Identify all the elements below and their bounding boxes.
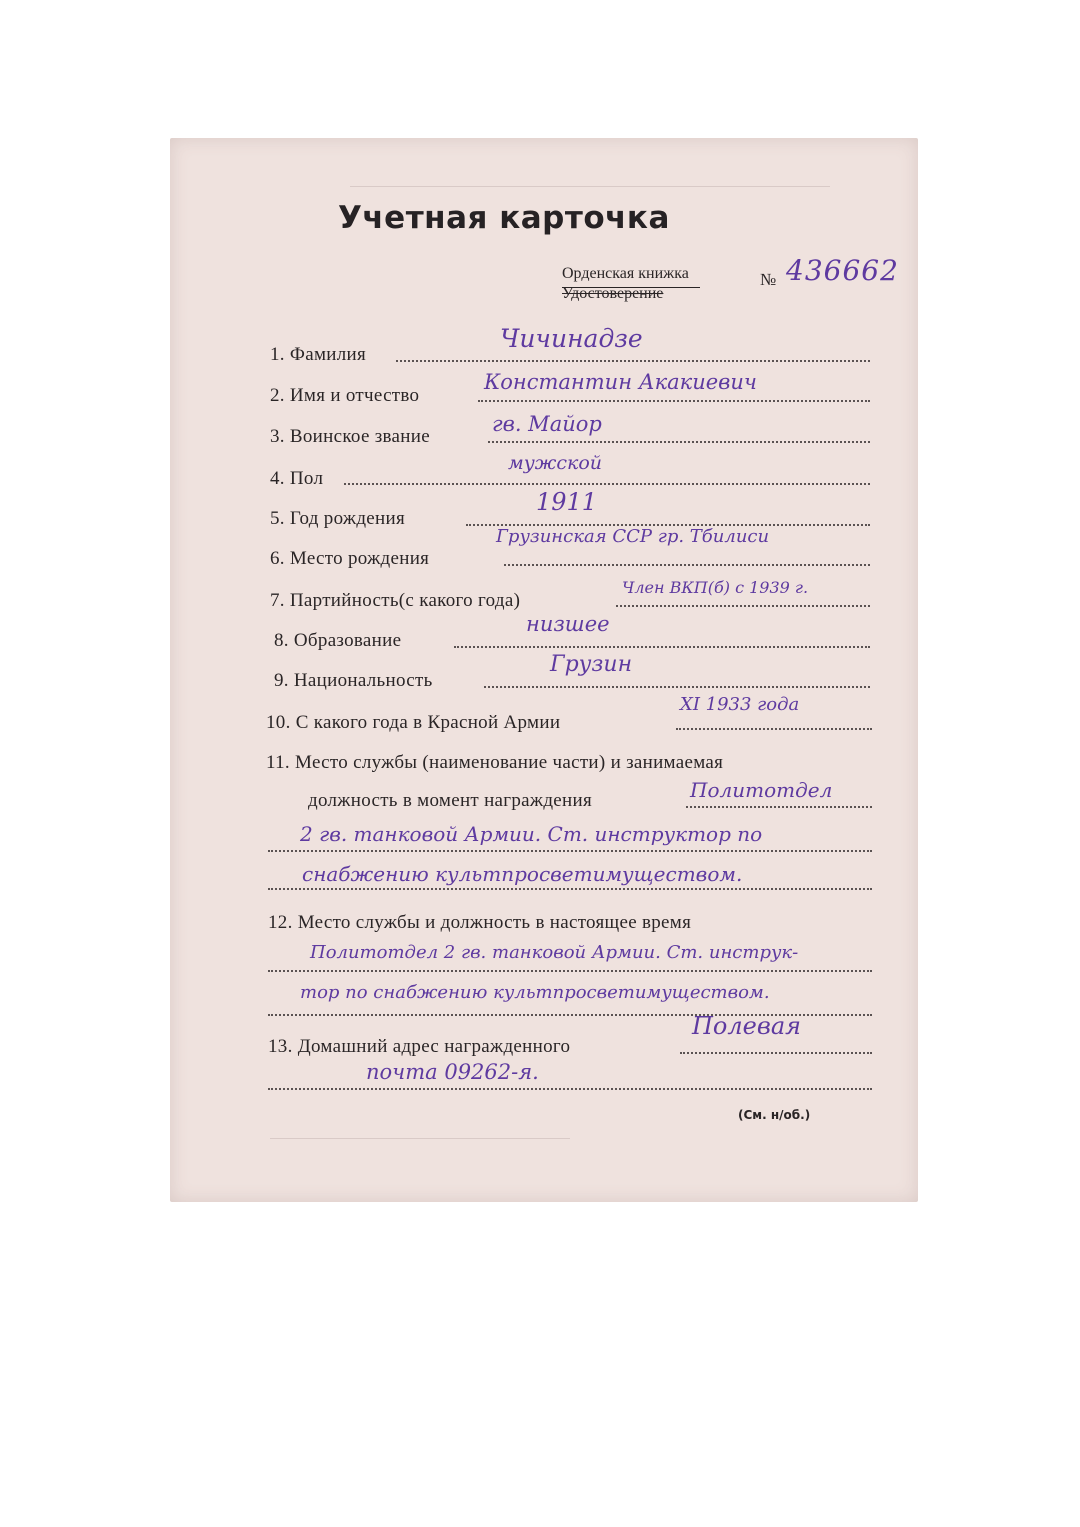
field-birthplace-value: Грузинская ССР гр. Тбилиси (496, 526, 770, 547)
faint-line (270, 1138, 570, 1139)
field-address-value-line2: почта 09262-я. (366, 1060, 539, 1084)
field-service-line-2 (268, 850, 872, 852)
doctype-underline (562, 287, 700, 288)
field-rank-value: гв. Майор (492, 412, 602, 436)
field-current-service-label: 12. Место службы и должность в настоящее время (268, 912, 692, 933)
field-address-line-1 (680, 1052, 872, 1054)
field-army-since-value: XI 1933 года (680, 694, 800, 715)
field-name-label: 2. Имя и отчество (270, 385, 420, 406)
field-nationality-line (484, 686, 870, 688)
field-party-label: 7. Партийность(с какого года) (270, 590, 521, 611)
field-service-line-1 (686, 806, 872, 808)
field-service-value-line2: 2 гв. танковой Армии. Ст. инструктор по (300, 822, 763, 846)
field-current-service-value-line2: тор по снабжению культпросветимуществом. (300, 982, 770, 1003)
field-current-service-line-1 (268, 970, 872, 972)
field-party-value: Член ВКП(б) с 1939 г. (622, 578, 809, 597)
faint-line (350, 186, 830, 187)
number-sign: № (760, 270, 777, 289)
document-type-order-book: Орденская книжка (562, 265, 689, 282)
field-service-value: Политотдел (690, 778, 833, 802)
card-title: Учетная карточка (338, 200, 670, 236)
field-army-since-line (676, 728, 872, 730)
field-nationality-label: 9. Национальность (274, 670, 433, 691)
field-service-label: 11. Место службы (наименование части) и занимаемая (266, 752, 724, 773)
document-type (562, 264, 689, 304)
field-name-value: Константин Акакиевич (484, 370, 757, 394)
field-surname-line (396, 360, 870, 362)
field-birth-year-label: 5. Год рождения (270, 508, 406, 529)
field-sex-value: мужской (508, 452, 603, 474)
field-address-label: 13. Домашний адрес награжденного (268, 1036, 571, 1057)
field-surname-value: Чичинадзе (500, 324, 643, 353)
field-service-value-line3: снабжению культпросветимуществом. (302, 862, 743, 886)
field-birthplace-label: 6. Место рождения (270, 548, 430, 569)
field-party-line (616, 605, 870, 607)
field-education-value: низшее (526, 612, 610, 636)
field-sex-line (344, 483, 870, 485)
field-rank-label: 3. Воинское звание (270, 426, 430, 447)
field-address-value: Полевая (692, 1012, 802, 1040)
field-sex-label: 4. Пол (270, 468, 324, 489)
field-education-label: 8. Образование (274, 630, 402, 651)
field-service-line-3 (268, 888, 872, 890)
see-reverse-note: (См. н/об.) (738, 1108, 811, 1122)
field-address-line-2 (268, 1088, 872, 1090)
document-type-certificate-struck: Удостоверение (562, 285, 664, 302)
field-service-label-cont: должность в момент награждения (308, 790, 593, 811)
field-name-line (478, 400, 870, 402)
field-current-service-value-line1: Политотдел 2 гв. танковой Армии. Ст. инструк- (310, 942, 799, 963)
field-education-line (454, 646, 870, 648)
card-number: 436662 (786, 254, 899, 287)
field-rank-line (488, 441, 870, 443)
field-surname-label: 1. Фамилия (270, 344, 367, 365)
field-birthplace-line (504, 564, 870, 566)
field-army-since-label: 10. С какого года в Красной Армии (266, 712, 561, 733)
field-nationality-value: Грузин (550, 652, 633, 677)
field-birth-year-value: 1911 (536, 488, 598, 516)
award-record-card (170, 138, 918, 1202)
